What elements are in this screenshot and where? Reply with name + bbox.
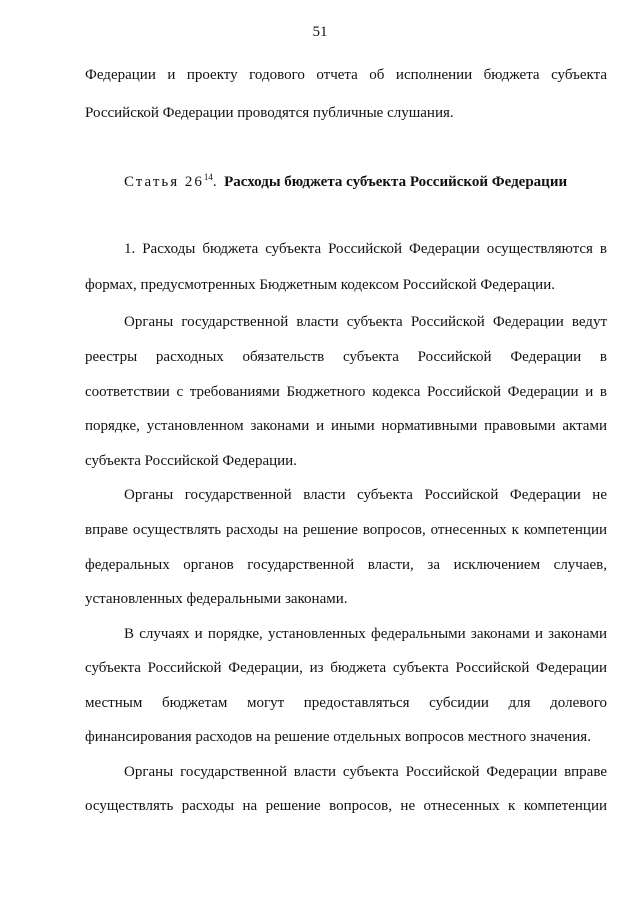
text-line: финансирования расходов на решение отдельных вопросов местного значения. bbox=[85, 729, 591, 745]
text-line: Органы государственной власти субъекта Российской Федерации вправе bbox=[124, 764, 607, 780]
text-line: соответствии с требованиями Бюджетного кодекса Российской Федерации и в bbox=[85, 384, 607, 400]
text-line: порядке, установленном законами и иными нормативными правовыми актами bbox=[85, 418, 607, 434]
text-line: федеральных органов государственной власти, за исключением случаев, bbox=[85, 557, 607, 573]
article-superscript: 14 bbox=[203, 172, 213, 182]
text-line: формах, предусмотренных Бюджетным кодексом Российской Федерации. bbox=[85, 277, 555, 293]
article-dot: . bbox=[212, 174, 217, 190]
text-line: субъекта Российской Федерации. bbox=[85, 453, 297, 469]
text-line: Органы государственной власти субъекта Российской Федерации не bbox=[124, 487, 607, 503]
text-line: реестры расходных обязательств субъекта Российской Федерации в bbox=[85, 349, 607, 365]
text-line: осуществлять расходы на решение вопросов, не отнесенных к компетенции bbox=[85, 798, 607, 814]
text-line: 1. Расходы бюджета субъекта Российской Федерации осуществляются в bbox=[124, 241, 607, 257]
text-line: В случаях и порядке, установленных федеральными законами и законами bbox=[124, 626, 607, 642]
text-line: Российской Федерации проводятся публичные слушания. bbox=[85, 105, 454, 121]
text-line: установленных федеральными законами. bbox=[85, 591, 348, 607]
text-line: субъекта Российской Федерации, из бюджета субъекта Российской Федерации bbox=[85, 660, 607, 676]
text-line: вправе осуществлять расходы на решение вопросов, отнесенных к компетенции bbox=[85, 522, 607, 538]
article-heading bbox=[124, 174, 567, 191]
text-line: Органы государственной власти субъекта Российской Федерации ведут bbox=[124, 314, 607, 330]
page-number: 51 bbox=[312, 24, 328, 40]
article-title: Расходы бюджета субъекта Российской Федерации bbox=[224, 174, 568, 190]
text-line: Федерации и проекту годового отчета об исполнении бюджета субъекта bbox=[85, 67, 607, 83]
article-number: Статья 26 bbox=[124, 174, 204, 190]
text-line: местным бюджетам могут предоставляться субсидии для долевого bbox=[85, 695, 607, 711]
